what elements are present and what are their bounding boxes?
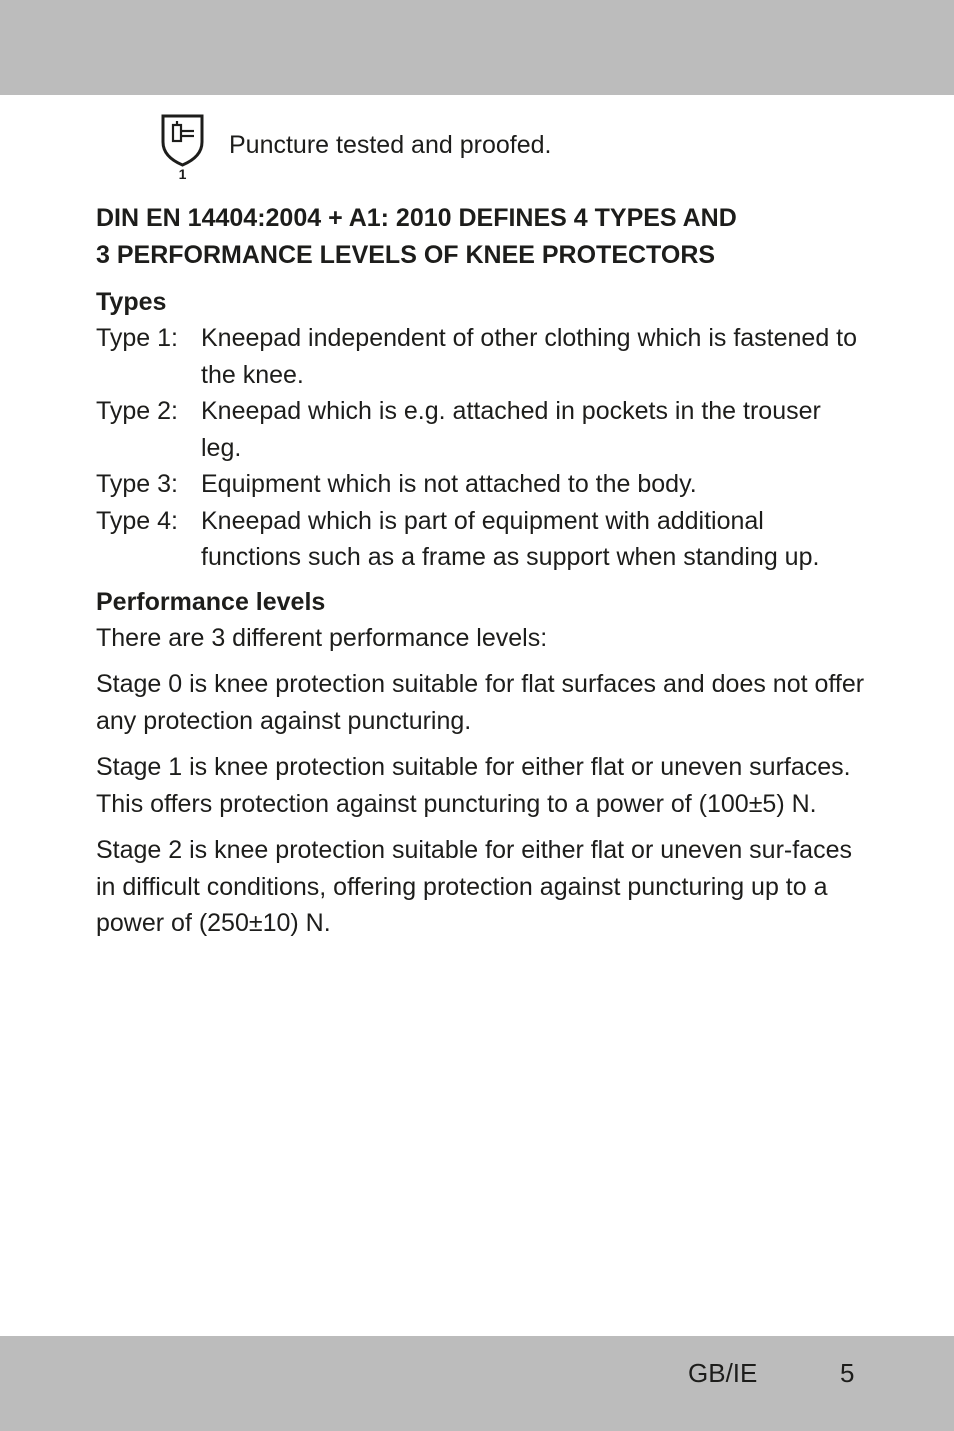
type-label: Type 3:: [96, 470, 178, 498]
type-text: Kneepad which is e.g. attached in pockets in the trouser leg.: [201, 397, 821, 462]
type-label: Type 4:: [96, 506, 178, 535]
type-item: [96, 393, 866, 466]
heading-line-2: 3 PERFORMANCE LEVELS OF KNEE PROTECTORS: [96, 241, 716, 269]
type-text: Kneepad independent of other clothing which is fastened to the knee.: [201, 324, 858, 389]
shield-glove-icon: [158, 112, 208, 182]
type-text: Equipment which is not attached to the body.: [201, 470, 697, 498]
content: [96, 200, 866, 942]
type-label: Type 1:: [96, 324, 178, 352]
performance-intro: There are 3 different performance levels:: [96, 623, 548, 652]
stage-1-paragraph: Stage 1 is knee protection suitable for either flat or uneven surfaces. This offers protection against puncturing to a power of (100±5) N.: [96, 753, 851, 818]
type-label: Type 2:: [96, 397, 178, 425]
standard-heading: [96, 200, 866, 274]
stage-2-paragraph: Stage 2 is knee protection suitable for either flat or uneven sur-faces in difficult conditions, offering protection against puncturing up to a power of (250±10) N.: [96, 836, 852, 937]
footer-language-code: GB/IE: [688, 1358, 758, 1388]
heading-line-1: DIN EN 14404:2004 + A1: 2010 DEFINES 4 TYPES AND: [96, 204, 737, 232]
types-title: Types: [96, 288, 167, 316]
protection-level-label: 1: [178, 166, 187, 182]
type-item: [96, 503, 866, 576]
type-text: Kneepad which is part of equipment with additional functions such as a frame as support when standing up.: [201, 506, 820, 571]
stage-0-paragraph: Stage 0 is knee protection suitable for flat surfaces and does not offer any protection against puncturing.: [96, 670, 865, 735]
puncture-caption: Puncture tested and proofed.: [229, 131, 552, 159]
type-item: [96, 320, 866, 393]
header-band: [0, 0, 954, 95]
type-item: [96, 466, 866, 503]
performance-title: Performance levels: [96, 587, 326, 616]
page-number: 5: [840, 1358, 855, 1388]
footer-band: [0, 1336, 954, 1431]
